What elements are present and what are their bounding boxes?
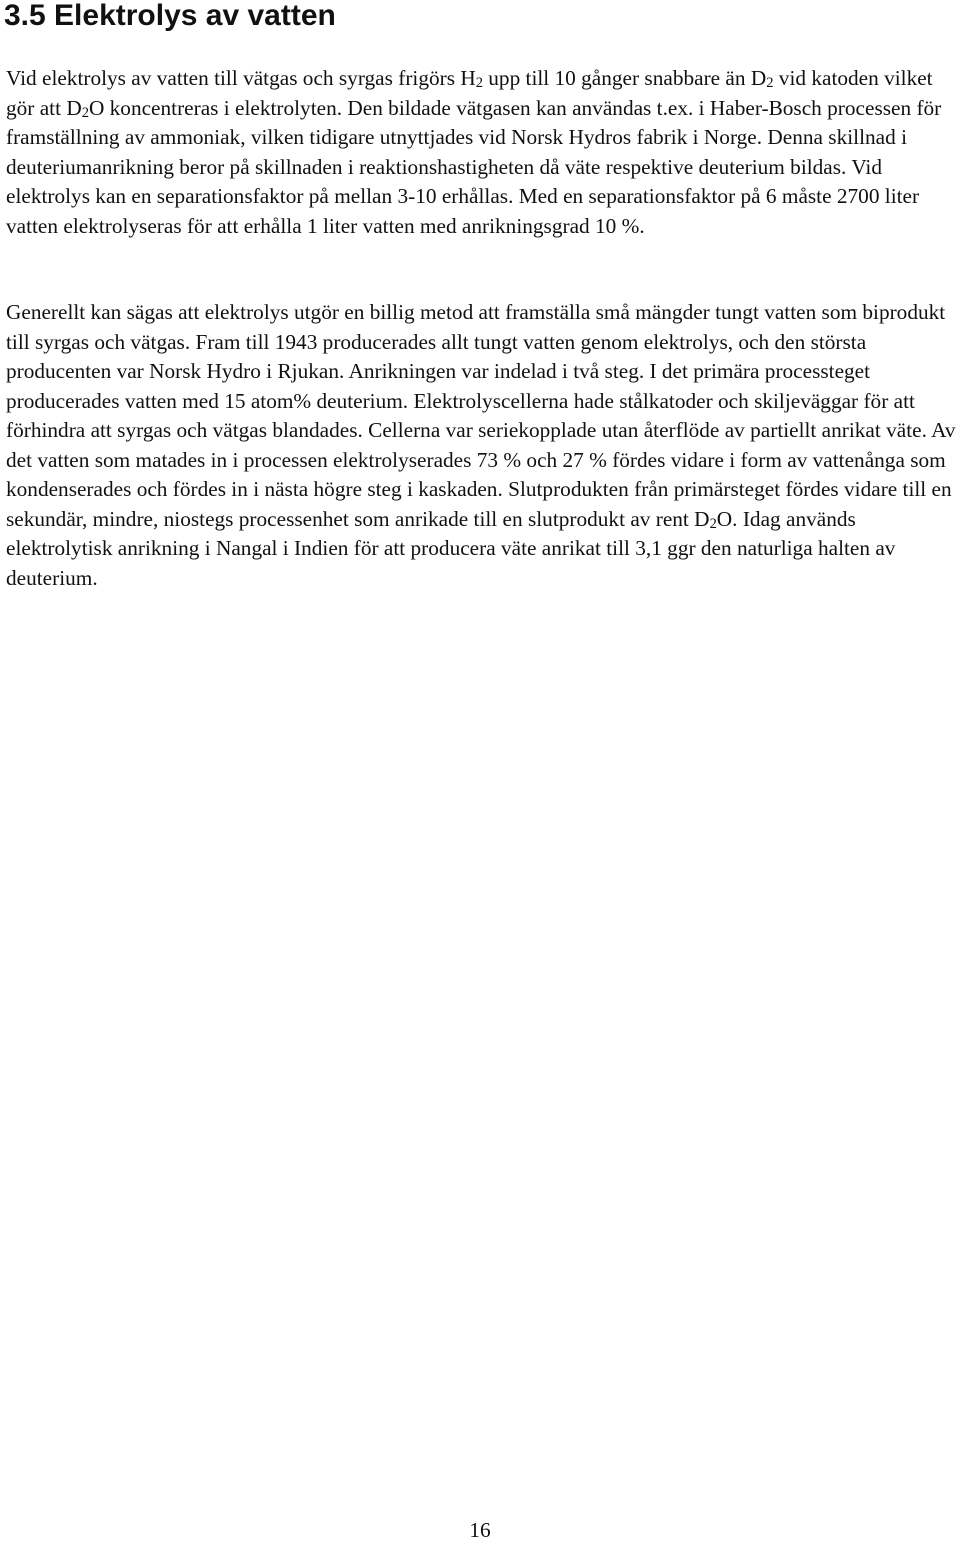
page-number: 16 [469, 1518, 491, 1542]
subscript: 2 [81, 104, 89, 121]
text-run: O. Idag används elektrolytisk anrikning i Nangal i Indien för att producera väte anrikat till 3,1 ggr den naturliga halten av deuterium. [6, 506, 896, 590]
paragraph-electrolysis-history [6, 298, 960, 593]
text-run: O koncentreras i elektrolyten. Den bildade vätgasen kan användas t.ex. i Haber-Bosch processen för framställning av ammoniak, vilken tidigare utnyttjades vid Norsk Hydros fabrik i Norge. Denna skillnad i deuteriumanrikning beror på skillnaden i reaktionshastigheten då väte respektive deuterium bildas. Vid elektrolys kan en separationsfaktor på mellan 3-10 erhållas. Med en separationsfaktor på 6 måste 2700 liter vatten elektrolyseras för att erhålla 1 liter vatten med anrikningsgrad 10 %. [6, 95, 942, 238]
paragraph-electrolysis-intro [6, 64, 960, 241]
subscript: 2 [709, 515, 717, 532]
text-run: Vid elektrolys av vatten till vätgas och syrgas frigörs H [6, 66, 476, 90]
text-run: Generellt kan sägas att elektrolys utgör en billig metod att framställa små mängder tungt vatten som biprodukt till syrgas och vätgas. Fram till 1943 producerades allt tungt vatten genom elektrolys, och den största producenten var Norsk Hydro i Rjukan. Anrikningen var indelad i två steg. I det primära processteget producerades vatten med 15 atom% deuterium. Elektrolyscellerna hade stålkatoder och skiljeväggar för att förhindra att syrgas och vätgas blandades. Cellerna var seriekopplade utan återflöde av partiellt anrikat väte. Av det vatten som matades in i processen elektrolyserades 73 % och 27 % fördes vidare i form av vattenånga som kondenserades och fördes in i nästa högre steg i kaskaden. Slutprodukten från primärsteget fördes vidare till en sekundär, mindre, niostegs processenhet som anrikade till en slutprodukt av rent D [6, 300, 956, 531]
subscript: 2 [766, 75, 774, 92]
text-run: upp till 10 gånger snabbare än D [482, 66, 767, 90]
text-run: vid katoden vilket gör att D [6, 66, 933, 120]
subscript: 2 [475, 75, 483, 92]
section-heading: 3.5 Elektrolys av vatten [4, 0, 336, 32]
